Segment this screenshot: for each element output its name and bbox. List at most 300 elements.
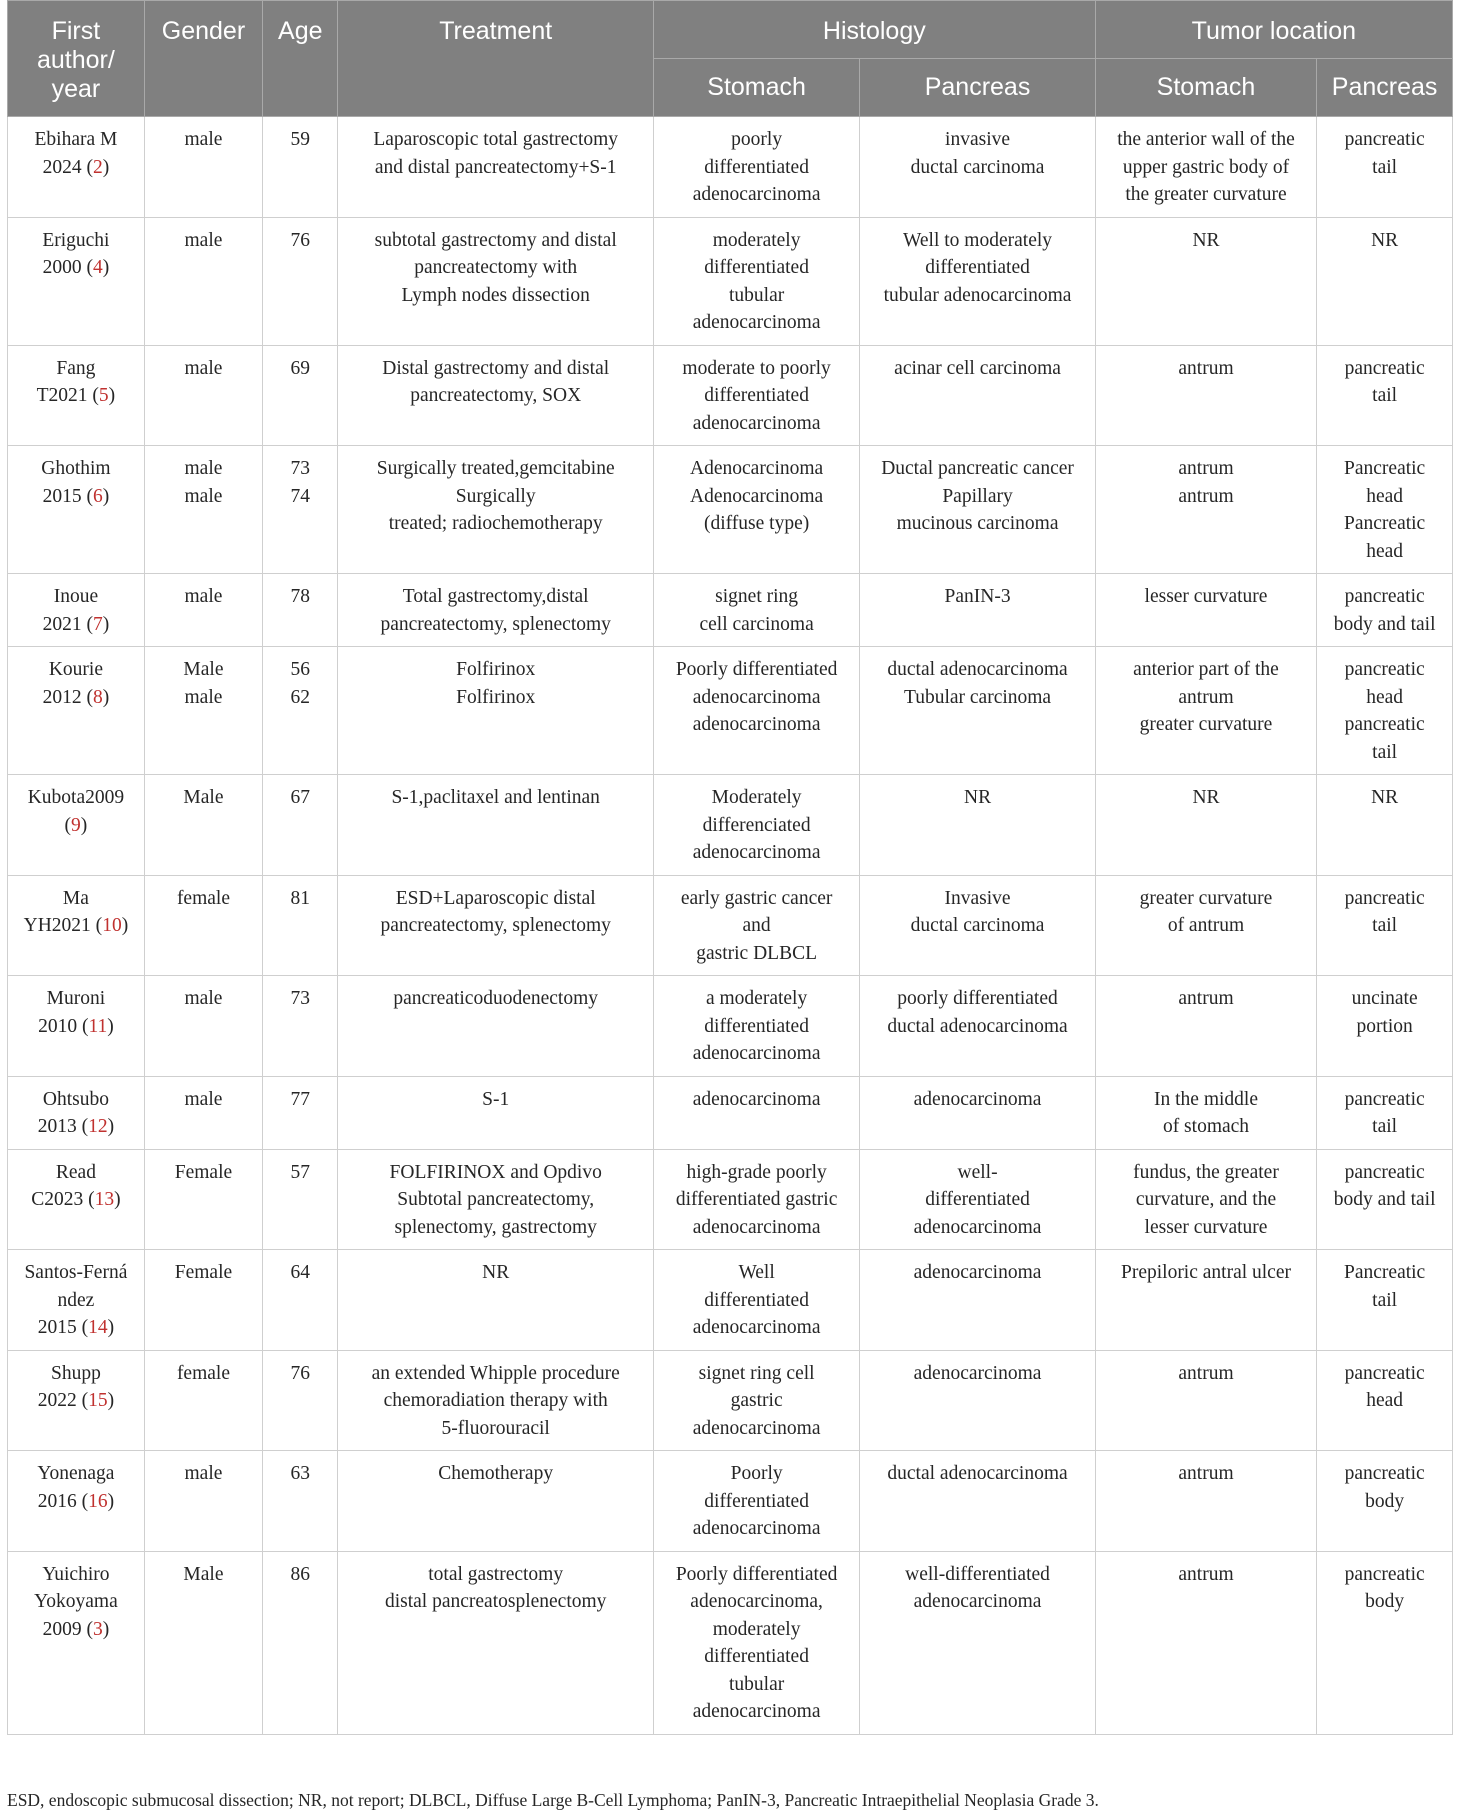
author-cell [8,1076,145,1149]
cell-line: 67 [290,787,311,808]
cell-line: pancreatectomy, splenectomy [380,613,611,635]
reference-link[interactable]: 6 [92,485,103,507]
cell-line: PanIN-3 [944,586,1011,607]
cell-line: NR [1192,229,1220,251]
author-cell [8,217,145,345]
location-pancreas-cell [1317,775,1453,876]
cell-line: 78 [290,586,311,607]
cell-line: differenciated [702,814,811,836]
table-row [8,574,1453,647]
cell-line: NR [1371,787,1399,808]
author-text: YH2021 ( [23,915,103,936]
author-cell [8,1551,145,1734]
reference-link[interactable]: 4 [92,257,103,278]
treatment-cell [338,117,653,218]
reference-link[interactable]: 9 [71,814,81,836]
gender-cell [144,976,262,1077]
author-text: 2015 ( [37,1317,89,1338]
author-text: Kourie [48,659,103,680]
gender-cell [144,1076,262,1149]
header-age: Age [263,1,338,117]
histology-stomach-cell [653,1250,859,1351]
cell-line: adenocarcinoma [692,1088,821,1110]
cell-line: greater curvature [1139,887,1273,909]
author-text: Yokoyama [34,1591,118,1612]
cell-line: tail [1372,741,1398,763]
cell-line: Laparoscopic total gastrectomy [373,129,619,150]
cell-line: 63 [290,1463,311,1484]
cell-line: 76 [290,229,311,251]
reference-link[interactable]: 14 [88,1317,108,1338]
reference-link[interactable]: 7 [92,613,103,635]
cell-line: antrum [1178,1362,1234,1384]
histology-pancreas-cell [860,1350,1095,1451]
table-row [8,976,1453,1077]
location-pancreas-cell [1317,1076,1453,1149]
cell-line: pancreatic [1344,357,1425,379]
cell-line: poorly [731,129,783,150]
gender-cell [144,647,262,775]
cell-line: body and tail [1333,1189,1436,1210]
header-first-author: First author/ year [8,1,145,117]
cell-line: pancreatic [1344,1362,1425,1384]
cell-line: differentiated [704,385,809,406]
treatment-cell [338,217,653,345]
cell-line: Male [183,659,224,680]
gender-cell [144,217,262,345]
cell-line: differentiated [704,257,809,278]
cell-line: Subtotal pancreatectomy, [397,1189,595,1210]
cell-line: differentiated [704,1015,809,1037]
gender-cell [144,775,262,876]
cell-line: poorly differentiated [897,988,1058,1009]
age-cell [263,1250,338,1351]
cell-line: body [1365,1490,1405,1512]
histology-stomach-cell [653,647,859,775]
author-text: Fang [56,357,96,379]
histology-stomach-cell [653,1076,859,1149]
author-text: 2015 ( [42,485,93,507]
gender-cell [144,117,262,218]
cell-line: differentiated [704,1289,809,1311]
location-stomach-cell [1095,875,1316,976]
cell-line: ductal carcinoma [910,915,1045,936]
reference-close: ) [107,1390,115,1411]
location-stomach-cell [1095,647,1316,775]
histology-stomach-cell [653,345,859,446]
location-stomach-cell [1095,217,1316,345]
cell-line: differentiated [925,1189,1030,1210]
case-report-table [7,0,1453,1735]
cell-line: antrum [1178,458,1234,479]
treatment-cell [338,775,653,876]
location-stomach-cell [1095,1076,1316,1149]
author-text: Eriguchi [42,229,110,251]
reference-close: ) [107,1317,115,1338]
cell-line: Pancreatic [1344,513,1426,534]
cell-line: ductal adenocarcinoma [887,1463,1068,1484]
cell-line: 59 [290,129,311,150]
cell-line: pancreatic [1344,586,1425,607]
age-cell [263,976,338,1077]
header-treatment: Treatment [338,1,653,117]
table-row [8,647,1453,775]
table-footnote: ESD, endoscopic submucosal dissection; NR, not report; DLBCL, Diffuse Large B-Cell Lymphoma; PanIN-3, Pancreatic Intraepithelial Neoplasia Grade 3. [7,1790,1099,1810]
histology-stomach-cell [653,117,859,218]
reference-close: ) [102,1618,110,1640]
cell-line: ductal adenocarcinoma [887,659,1068,680]
author-text: C2023 ( [31,1189,95,1210]
reference-close: ) [80,814,88,836]
table-row [8,1250,1453,1351]
location-stomach-cell [1095,1250,1316,1351]
gender-cell [144,574,262,647]
cell-line: male [184,129,223,150]
cell-line: differentiated [925,257,1030,278]
reference-close: ) [102,156,110,178]
reference-close: ) [102,485,110,507]
cell-line: S-1,paclitaxel and lentinan [391,787,600,808]
cell-line: female [176,1362,230,1384]
cell-line: invasive [945,129,1011,150]
histology-stomach-cell [653,574,859,647]
reference-link[interactable]: 13 [94,1189,115,1210]
treatment-cell [338,647,653,775]
cell-line: acinar cell carcinoma [894,357,1061,379]
cell-line: an extended Whipple procedure [371,1362,620,1384]
cell-line: tail [1372,915,1398,936]
location-pancreas-cell [1317,446,1453,574]
cell-line: 69 [290,357,311,379]
cell-line: lesser curvature [1144,586,1268,607]
cell-line: a moderately [705,988,808,1009]
cell-line: adenocarcinoma [692,1701,821,1722]
location-pancreas-cell [1317,875,1453,976]
header-histology: Histology [653,1,1095,59]
author-text: Yonenaga [37,1463,115,1484]
author-text: Yuichiro [42,1563,110,1585]
treatment-cell [338,875,653,976]
location-stomach-cell [1095,1451,1316,1552]
cell-line: antrum [1178,357,1234,379]
age-cell [263,217,338,345]
location-stomach-cell [1095,775,1316,876]
table-row [8,1076,1453,1149]
cell-line: pancreatic [1344,1563,1425,1585]
reference-link[interactable]: 10 [102,915,122,936]
author-text: Ma [62,887,89,909]
author-cell [8,574,145,647]
cell-line: splenectomy, gastrectomy [394,1216,597,1238]
location-stomach-cell [1095,117,1316,218]
cell-line: Chemotherapy [438,1463,554,1484]
table-row [8,1149,1453,1250]
author-cell [8,775,145,876]
table-row [8,217,1453,345]
histology-stomach-cell [653,976,859,1077]
author-cell [8,117,145,218]
cell-line: pancreatic [1344,129,1425,150]
cell-line: male [184,1463,223,1484]
histology-stomach-cell [653,217,859,345]
cell-line: Pancreatic [1344,458,1426,479]
reference-link[interactable]: 16 [88,1490,108,1512]
age-cell [263,1551,338,1734]
age-cell [263,345,338,446]
cell-line: high-grade poorly [686,1161,827,1183]
reference-link[interactable]: 8 [92,686,103,708]
cell-line: antrum [1178,686,1234,708]
author-text: 2022 ( [37,1390,89,1411]
cell-line: tail [1372,1116,1398,1137]
author-cell [8,1250,145,1351]
cell-line: Invasive [944,887,1011,909]
cell-line: Surgically [455,485,536,507]
treatment-cell [338,1076,653,1149]
reference-close: ) [102,257,110,278]
cell-line: adenocarcinoma [913,1216,1042,1238]
location-pancreas-cell [1317,117,1453,218]
cell-line: antrum [1178,485,1234,507]
cell-line: NR [963,787,992,808]
location-pancreas-cell [1317,1149,1453,1250]
histology-stomach-cell [653,875,859,976]
cell-line: adenocarcinoma [913,1262,1042,1283]
header-gender: Gender [144,1,262,117]
author-text: Santos-Ferná [24,1262,128,1283]
cell-line: chemoradiation therapy with [383,1390,608,1411]
treatment-cell [338,1250,653,1351]
author-text: 2013 ( [37,1116,89,1137]
cell-line: Poorly [730,1463,783,1484]
cell-line: 57 [290,1161,311,1183]
histology-stomach-cell [653,1350,859,1451]
cell-line: tubular [729,284,785,306]
cell-line: Female [174,1161,233,1183]
treatment-cell [338,446,653,574]
author-text: Kubota2009 [27,787,125,808]
histology-pancreas-cell [860,647,1095,775]
cell-line: portion [1356,1015,1413,1037]
cell-line: curvature, and the [1135,1189,1277,1210]
cell-line: moderate to poorly [682,357,831,379]
cell-line: pancreatectomy, splenectomy [380,915,611,936]
cell-line: 5-fluorouracil [441,1417,550,1439]
reference-close: ) [107,1015,114,1037]
header-location-stomach: Stomach [1095,59,1316,117]
cell-line: Poorly differentiated [675,1563,838,1585]
author-cell [8,976,145,1077]
cell-line: Lymph nodes dissection [401,284,590,306]
cell-line: cell carcinoma [699,613,814,635]
histology-stomach-cell [653,1149,859,1250]
author-text: 2012 ( [42,686,93,708]
table-row [8,1350,1453,1451]
cell-line: differentiated gastric [675,1189,838,1210]
treatment-cell [338,1149,653,1250]
cell-line: Tubular carcinoma [903,686,1052,708]
cell-line: male [184,485,223,507]
cell-line: Female [174,1262,233,1283]
cell-line: S-1 [482,1088,510,1110]
cell-line: adenocarcinoma [692,412,821,434]
cell-line: adenocarcinoma [692,1317,821,1338]
cell-line: adenocarcinoma [692,842,821,863]
cell-line: Folfirinox [456,686,536,708]
reference-link[interactable]: 5 [98,385,109,406]
author-text: ndez [57,1289,95,1311]
location-pancreas-cell [1317,1250,1453,1351]
reference-close: ) [107,1116,115,1137]
cell-line: well-differentiated [905,1563,1050,1585]
table-row [8,1451,1453,1552]
cell-line: In the middle [1154,1088,1258,1110]
cell-line: pancreatic [1344,1463,1425,1484]
cell-line: tail [1372,385,1398,406]
gender-cell [144,1250,262,1351]
histology-pancreas-cell [860,446,1095,574]
cell-line: signet ring cell [698,1362,815,1384]
cell-line: NR [1192,787,1220,808]
cell-line: male [184,458,223,479]
cell-line: uncinate [1351,988,1418,1009]
histology-pancreas-cell [860,976,1095,1077]
cell-line: Distal gastrectomy and distal [382,357,610,379]
cell-line: of antrum [1167,915,1245,936]
histology-pancreas-cell [860,1250,1095,1351]
author-text: Ghothim [41,458,111,479]
reference-close: ) [102,686,110,708]
treatment-cell [338,1551,653,1734]
cell-line: head [1366,485,1404,507]
location-pancreas-cell [1317,345,1453,446]
cell-line: total gastrectomy [428,1563,564,1585]
header-tumor-location: Tumor location [1095,1,1452,59]
table-row [8,875,1453,976]
cell-line: body and tail [1333,613,1436,635]
cell-line: Adenocarcinoma [690,485,824,507]
cell-line: 56 [290,659,311,680]
location-stomach-cell [1095,1149,1316,1250]
location-pancreas-cell [1317,1350,1453,1451]
cell-line: pancreaticoduodenectomy [393,988,599,1009]
author-text: Read [55,1161,96,1183]
cell-line: pancreatectomy with [414,257,578,278]
cell-line: 76 [290,1362,311,1384]
cell-line: the anterior wall of the [1117,129,1295,150]
gender-cell [144,1149,262,1250]
histology-pancreas-cell [860,345,1095,446]
cell-line: Folfirinox [456,659,536,680]
table-container [7,0,1453,1735]
cell-line: well- [957,1161,998,1183]
reference-link[interactable]: 15 [88,1390,108,1411]
location-pancreas-cell [1317,1551,1453,1734]
author-cell [8,446,145,574]
cell-line: ductal carcinoma [910,156,1045,178]
cell-line: Moderately [711,787,802,808]
author-text: 2000 ( [42,257,93,278]
cell-line: moderately [712,229,801,251]
header-location-pancreas: Pancreas [1317,59,1453,117]
reference-link[interactable]: 11 [88,1015,108,1037]
age-cell [263,775,338,876]
reference-link[interactable]: 12 [88,1116,108,1137]
reference-link[interactable]: 3 [92,1618,103,1640]
cell-line: 74 [290,485,311,507]
cell-line: differentiated [704,156,809,178]
cell-line: (diffuse type) [704,513,810,534]
cell-line: pancreatic [1344,1161,1425,1183]
cell-line: antrum [1178,1463,1234,1484]
cell-line: pancreatic [1344,1088,1425,1110]
author-text: 2024 ( [42,156,93,178]
histology-pancreas-cell [860,574,1095,647]
age-cell [263,1350,338,1451]
treatment-cell [338,345,653,446]
histology-stomach-cell [653,446,859,574]
author-text: Inoue [53,586,99,607]
cell-line: adenocarcinoma [692,1043,821,1064]
table-body [8,117,1453,1735]
cell-line: male [184,357,223,379]
histology-pancreas-cell [860,775,1095,876]
cell-line: 77 [290,1088,311,1110]
cell-line: adenocarcinoma [692,184,821,205]
reference-close: ) [102,613,110,635]
reference-link[interactable]: 2 [92,156,103,178]
location-stomach-cell [1095,976,1316,1077]
cell-line: and [742,915,771,936]
cell-line: gastric [730,1390,783,1411]
author-text: 2021 ( [42,613,93,635]
cell-line: Adenocarcinoma [690,458,824,479]
cell-line: moderately [712,1618,801,1640]
cell-line: Male [183,1563,224,1585]
author-text: T2021 ( [36,385,99,406]
cell-line: male [184,229,223,251]
cell-line: FOLFIRINOX and Opdivo [389,1161,602,1183]
author-text: 2009 ( [42,1618,93,1640]
histology-pancreas-cell [860,1451,1095,1552]
reference-close: ) [108,385,116,406]
cell-line: distal pancreatosplenectomy [384,1591,607,1612]
author-cell [8,1451,145,1552]
treatment-cell [338,1451,653,1552]
reference-close: ) [114,1189,121,1210]
table-row [8,446,1453,574]
histology-stomach-cell [653,775,859,876]
cell-line: Papillary [942,485,1013,507]
location-stomach-cell [1095,345,1316,446]
cell-line: tail [1372,156,1398,178]
author-text: Muroni [46,988,106,1009]
cell-line: gastric DLBCL [696,942,817,964]
gender-cell [144,1451,262,1552]
cell-line: Male [183,787,224,808]
cell-line: head [1366,540,1404,562]
histology-stomach-cell [653,1451,859,1552]
cell-line: female [176,887,230,909]
cell-line: 73 [290,458,311,479]
cell-line: head [1366,686,1404,708]
cell-line: NR [482,1262,510,1283]
location-pancreas-cell [1317,217,1453,345]
cell-line: Well [738,1262,775,1283]
cell-line: early gastric cancer [680,887,833,909]
treatment-cell [338,976,653,1077]
cell-line: of stomach [1162,1116,1250,1137]
